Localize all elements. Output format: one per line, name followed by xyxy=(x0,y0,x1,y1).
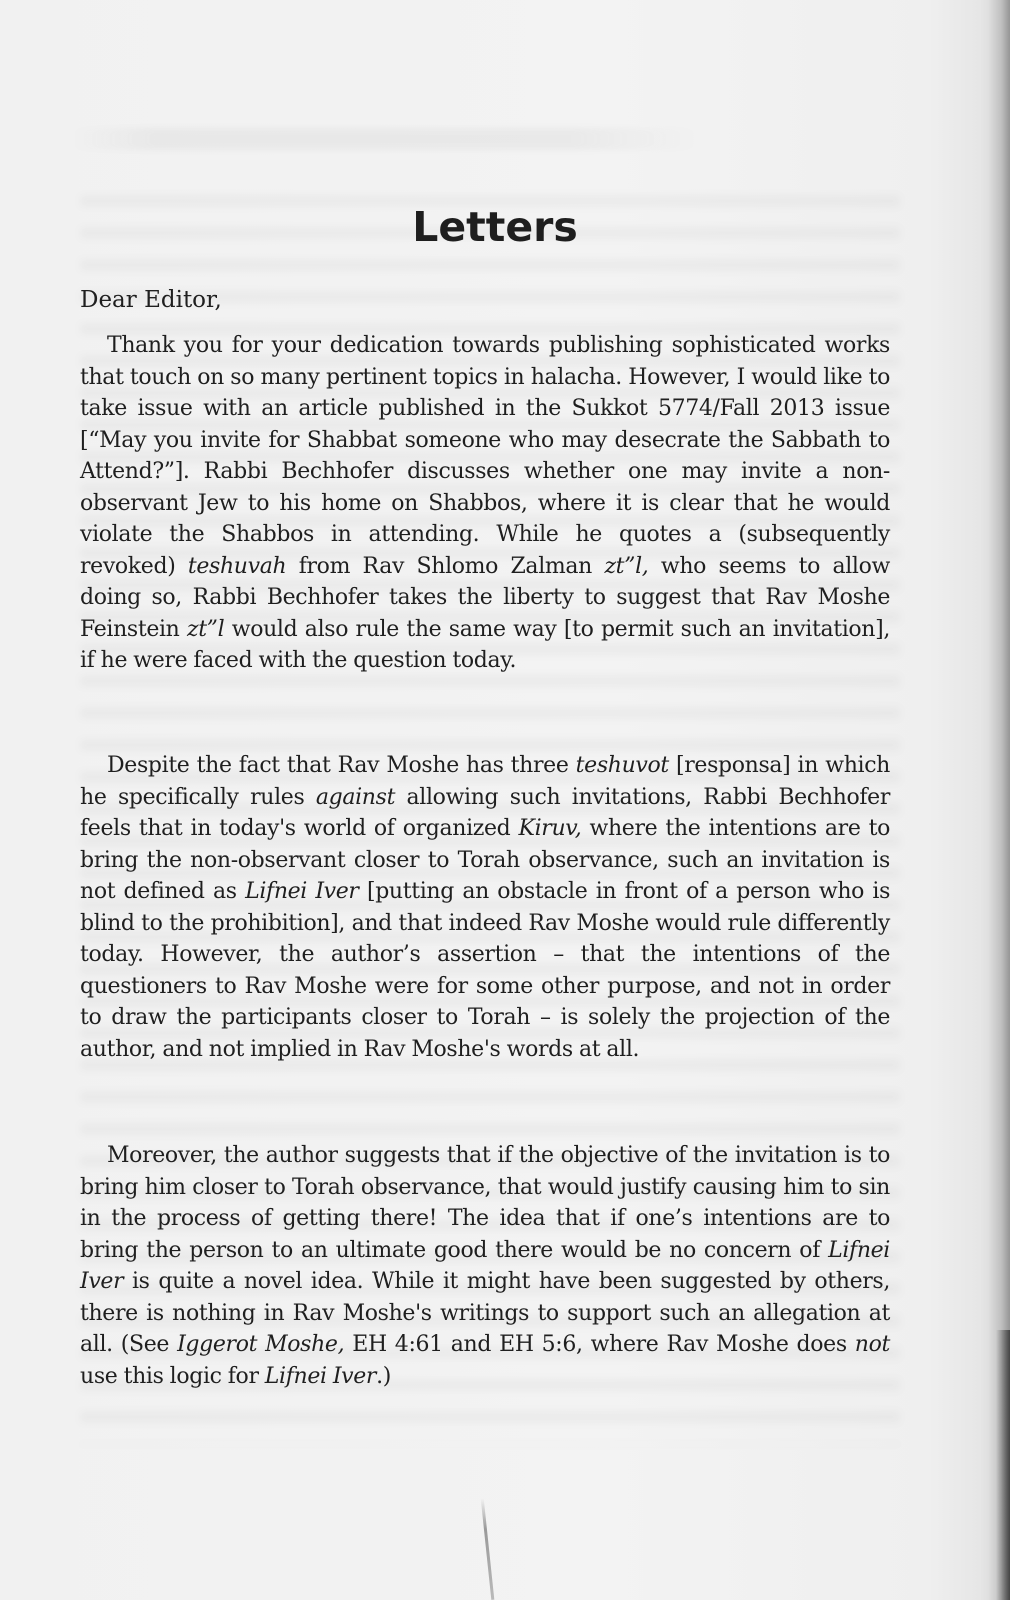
text-run: [putting an obstacle in front of a person who is blind to the prohibition], and that indeed Rav Moshe would rule differently today. However, the author’s assertion – that the intentions of the questioners to Rav Moshe were for some other purpose, and not in order to draw the participants closer to Torah – is solely the projection of the author, and not implied in Rav Moshe's words at all. xyxy=(80,879,891,1062)
text-run: from Rav Shlomo Zalman xyxy=(286,553,605,579)
text-run: who seems to allow doing so, Rabbi Bechhofer takes the liberty to suggest that Rav Moshe Feinstein xyxy=(80,553,890,642)
text-run: [responsa] in which he specifically rules xyxy=(80,753,890,810)
text-run: .) xyxy=(376,1363,391,1389)
binding-edge xyxy=(996,1330,1010,1600)
text-run: Moreover, the author suggests that if the objective of the invitation is to bring him closer to Torah observance, that would justify causing him to sin in the process of getting there! The idea that if one’s intentions are to bring the person to an ultimate good there would be no concern of xyxy=(80,1143,890,1263)
italic-run: Iggerot Moshe, xyxy=(177,1332,345,1357)
text-run: is quite a novel idea. While it might have been suggested by others, there is nothing in Rav Moshe's writings to support such an allegation at all. (See xyxy=(80,1269,890,1357)
italic-run: Kiruv, xyxy=(518,816,582,841)
bleed-through-header xyxy=(70,128,910,150)
italic-run: teshuvah xyxy=(187,553,287,579)
paper-crease xyxy=(481,1498,495,1600)
italic-run: zt”l, xyxy=(604,553,649,579)
italic-run: teshuvot xyxy=(575,753,669,778)
letter-paragraph-3 xyxy=(80,1140,890,1392)
letter-paragraph-2 xyxy=(80,750,890,1065)
italic-run: Lifnei Iver xyxy=(245,879,359,904)
letter-paragraph-1 xyxy=(80,330,890,677)
letter-salutation: Dear Editor, xyxy=(80,287,222,313)
text-run: allowing such invitations, Rabbi Bechhofer feels that in today's world of organized xyxy=(80,784,890,841)
text-run: EH 4:61 and EH 5:6, where Rav Moshe does xyxy=(344,1332,855,1357)
italic-run: against xyxy=(315,784,396,810)
text-run: would also rule the same way [to permit such an invitation], if he were faced with the question today. xyxy=(80,616,890,673)
text-run: where the intentions are to bring the non-observant closer to Torah observance, such an invitation is not defined as xyxy=(80,816,890,904)
italic-run: not xyxy=(854,1332,890,1357)
text-run: Thank you for your dedication towards publishing sophisticated works that touch on so many pertinent topics in halacha. However, I would like to take issue with an article published in the Sukkot 5774/Fall 2013 issue [“May you invite for Shabbat someone who may desecrate the Sabbath to Attend?”]. Rabbi Bechhofer discusses whether one may invite a non-observant Jew to his home on Shabbos, where it is clear that he would violate the Shabbos in attending. While he quotes a (subsequently revoked) xyxy=(80,333,890,579)
text-run: Despite the fact that Rav Moshe has three xyxy=(107,753,576,778)
page-title: Letters xyxy=(412,203,578,251)
italic-run: zt”l xyxy=(186,616,225,642)
text-run: use this logic for xyxy=(80,1363,265,1389)
italic-run: Lifnei Iver xyxy=(264,1363,377,1389)
italic-run: Lifnei Iver xyxy=(80,1237,890,1294)
